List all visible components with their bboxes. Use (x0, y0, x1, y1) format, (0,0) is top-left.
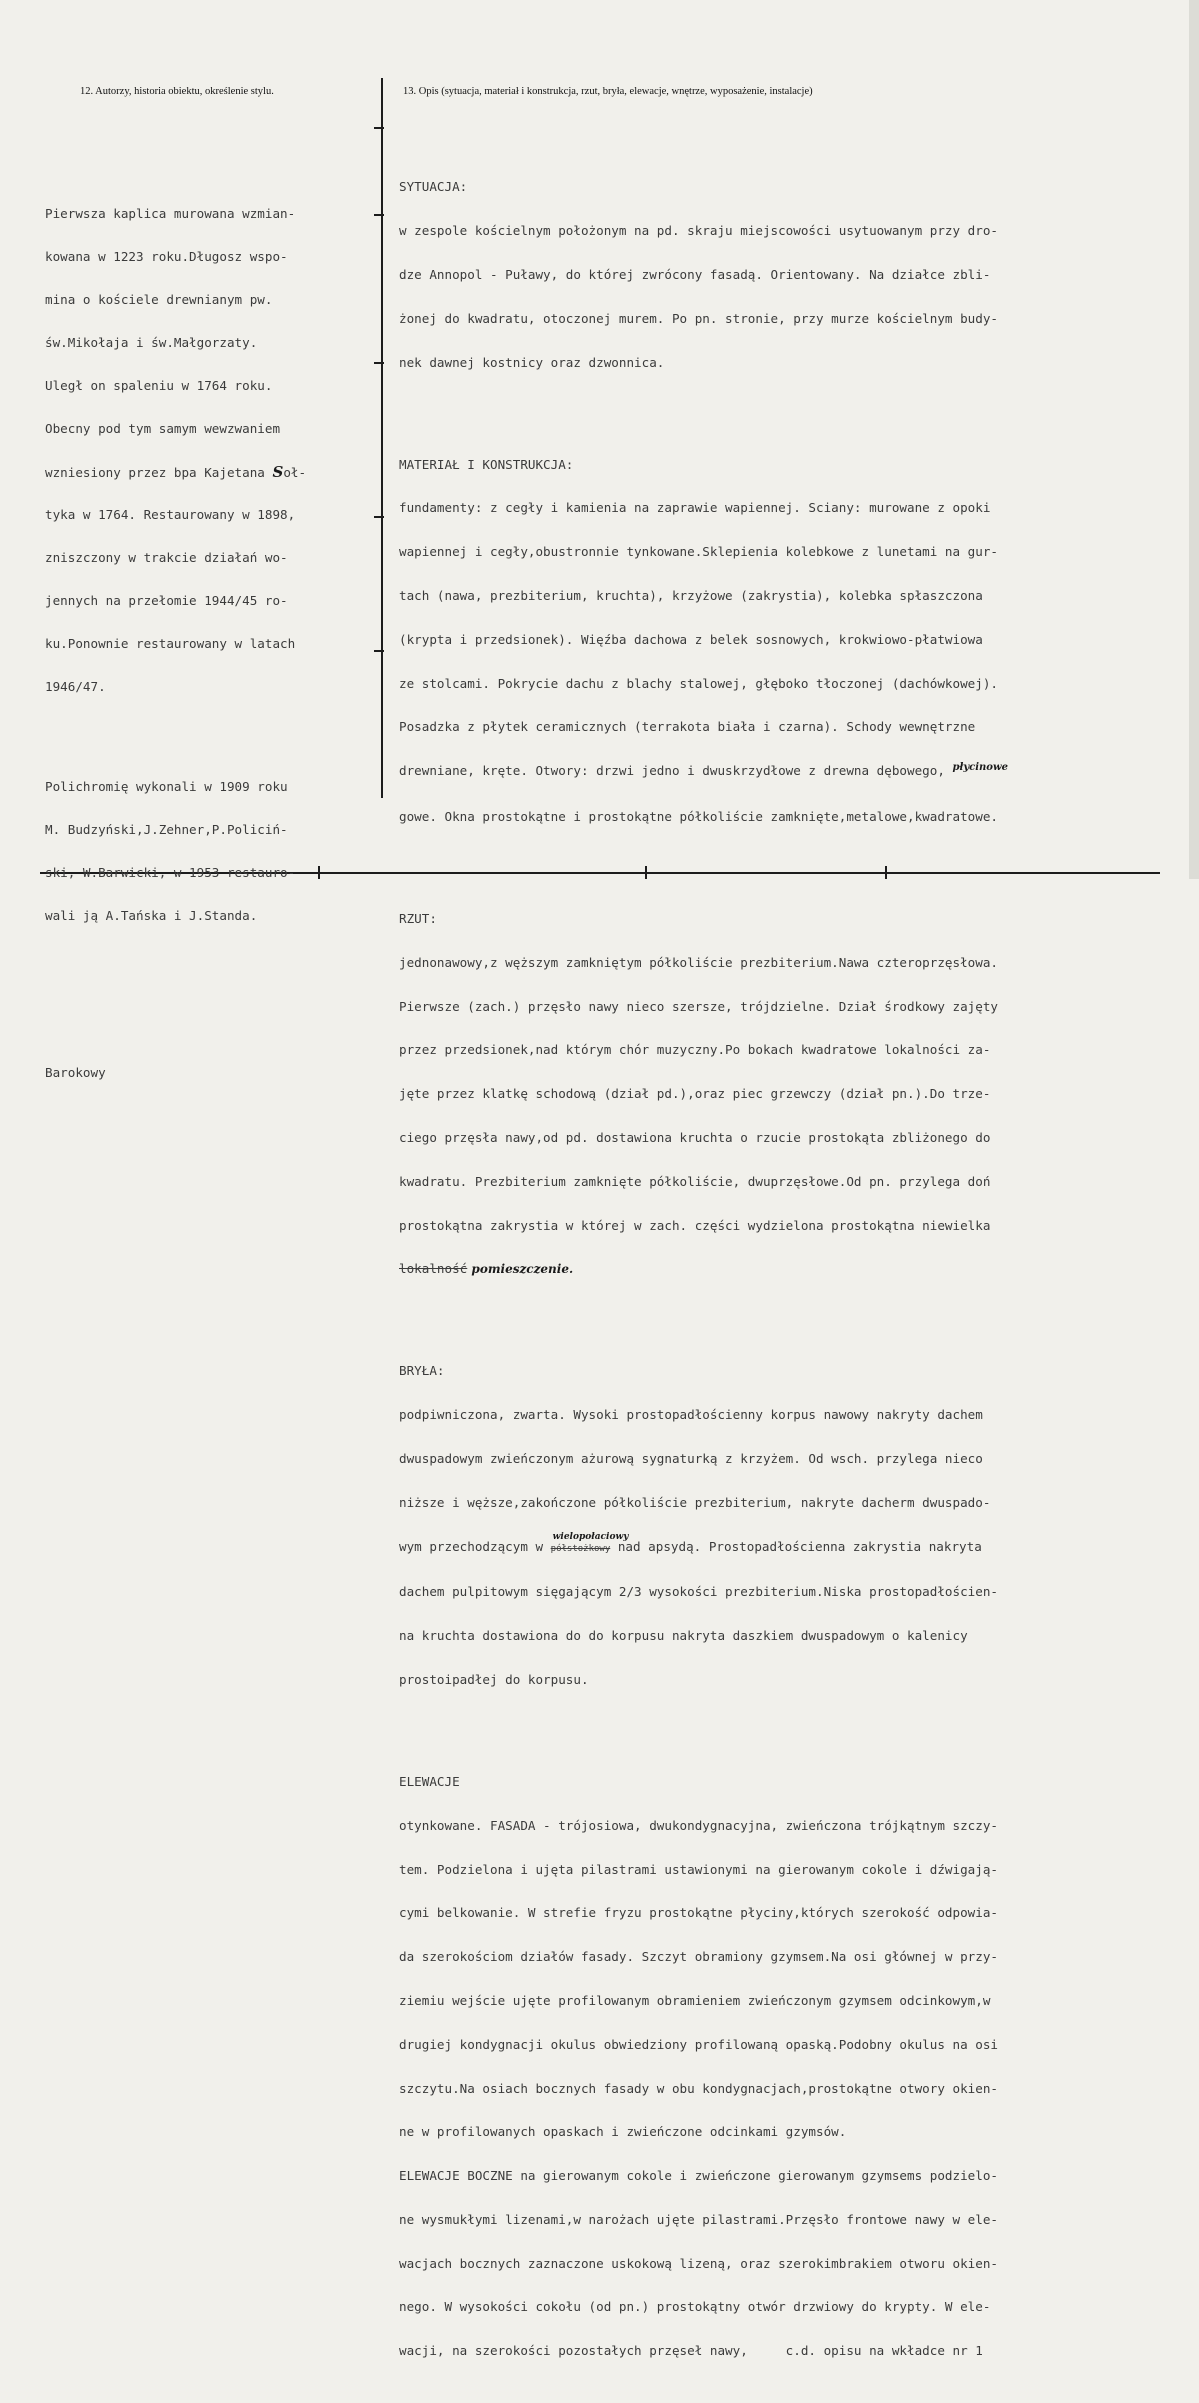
description-line (399, 1262, 1189, 1277)
description-line: niższe i węższe,zakończone półkoliście prezbiterium, nakryte dacherm dwuspado- (399, 1494, 991, 1510)
polychromy-text (45, 751, 375, 951)
section-bryla (399, 1335, 1189, 1716)
struck-text: lokalność (399, 1261, 468, 1277)
description-line: dze Annopol - Puławy, do której zwrócony fasadą. Orientowany. Na działce zbli- (399, 266, 991, 282)
section-rzut (399, 883, 1189, 1306)
description-line: jednonawowy,z węższym zamkniętym półkoliście prezbiterium.Nawa czteroprzęsłowa. (399, 954, 998, 970)
description-line: Pierwsze (zach.) przęsło nawy nieco szersze, trójdzielne. Dział środkowy zajęty (399, 998, 998, 1014)
description-line: ciego przęsła nawy,od pd. dostawiona kruchta o rzucie prostokąta zbliżonego do (399, 1129, 991, 1145)
description-line: podpiwniczona, zwarta. Wysoki prostopadłościenny korpus nawowy nakryty dachem (399, 1407, 983, 1423)
description-line: nego. W wysokości cokołu (od pn.) prostokątny otwór drzwiowy do krypty. W ele- (399, 2299, 991, 2315)
history-line (45, 462, 375, 481)
description-segment: drewniane, kręte. Otwory: drzwi jedno i dwuskrzydłowe z drewna dębowego, (399, 763, 953, 779)
description-line: tach (nawa, prezbiterium, kruchta), krzyżowe (zakrystia), kolebka spłaszczona (399, 588, 983, 603)
description-line: gowe. Okna prostokątne i prostokątne półkoliście zamknięte,metalowe,kwadratowe. (399, 808, 998, 824)
description-line: ELEWACJE BOCZNE na gierowanym cokole i zwieńczone gierowanym gzymsems podzielo- (399, 2168, 998, 2184)
history-column (45, 150, 375, 1095)
section-title: SYTUACJA: (399, 179, 468, 195)
polychromy-line: ski, W.Barwicki, w 1953 restauro- (45, 864, 296, 880)
section-title: ELEWACJE (399, 1774, 460, 1790)
history-text-segment: wzniesiony przez bpa Kajetana (45, 464, 273, 480)
description-line: przez przedsionek,nad którym chór muzyczny.Po bokach kwadratowe lokalności za- (399, 1042, 991, 1058)
description-line: wacji, na szerokości pozostałych przęseł nawy, c.d. opisu na wkładce nr 1 (399, 2343, 983, 2359)
section-header-right: 13. Opis (sytuacja, materiał i konstrukcja, rzut, bryła, elewacje, wnętrze, wyposażenie, instalacje) (403, 86, 813, 97)
handwritten-correction: wielopołaciowy (552, 1531, 629, 1542)
history-line: zniszczony w trakcie działań wo- (45, 550, 288, 566)
history-text-segment: oł- (283, 464, 307, 480)
divider-tick (374, 650, 384, 652)
section-title: RZUT: (399, 911, 437, 927)
description-line: prostoipadłej do korpusu. (399, 1671, 589, 1687)
description-line: Posadzka z płytek ceramicznych (terrakota biała i czarna). Schody wewnętrzne (399, 719, 976, 735)
description-line: prostokątna zakrystia w której w zach. części wydzielona prostokątna niewielka (399, 1217, 991, 1233)
divider-tick (374, 516, 384, 518)
description-line: drugiej kondygnacji okulus obwiedziony profilowaną opaską.Podobny okulus na osi (399, 2036, 998, 2052)
description-line: szczytu.Na osiach bocznych fasady w obu kondygnacjach,prostokątne otwory okien- (399, 2080, 998, 2096)
description-line: ne wysmukłymi lizenami,w narożach ujęte pilastrami.Przęsło frontowe nawy w ele- (399, 2211, 998, 2227)
divider-tick (374, 362, 384, 364)
section-title: MATERIAŁ I KONSTRUKCJA: (399, 456, 574, 472)
history-line: jennych na przełomie 1944/45 ro- (45, 593, 288, 609)
history-line: Uległ on spaleniu w 1764 roku. (45, 377, 273, 393)
divider-tick (374, 127, 384, 129)
history-line: tyka w 1764. Restaurowany w 1898, (45, 507, 296, 523)
handwritten-correction: pomieszczenie. (467, 1262, 574, 1277)
section-elewacje (399, 1746, 1189, 2388)
description-line: ziemiu wejście ujęte profilowanym obramieniem zwieńczonym gzymsem odcinkowym,w (399, 1993, 991, 2008)
history-line: Pierwsza kaplica murowana wzmian- (45, 206, 296, 222)
description-line: (krypta i przedsionek). Więźba dachowa z belek sosnowych, krokwiowo-płatwiowa (399, 631, 983, 647)
struck-text: półstożkowy (550, 1543, 611, 1554)
description-line: nek dawnej kostnicy oraz dzwonnica. (399, 354, 665, 370)
history-line: ku.Ponownie restaurowany w latach (45, 636, 296, 652)
history-line: kowana w 1223 roku.Długosz wspo- (45, 249, 288, 265)
description-line: w zespole kościelnym położonym na pd. skraju miejscowości usytuowanym przy dro- (399, 223, 998, 239)
description-line: dachem pulpitowym sięgającym 2/3 wysokości prezbiterium.Niska prostopadłościen- (399, 1584, 998, 1600)
description-segment: wym przechodzącym w (399, 1538, 551, 1554)
description-line (399, 764, 1189, 781)
description-line: dwuspadowym zwieńczonym ażurową sygnaturką z krzyżem. Od wsch. przylega nieco (399, 1451, 983, 1467)
description-line: otynkowane. FASADA - trójosiowa, dwukondygnacyjna, zwieńczona trójkątnym szczy- (399, 1817, 998, 1833)
history-line: mina o kościele drewnianym pw. (45, 291, 273, 307)
polychromy-line: Polichromię wykonali w 1909 roku (45, 779, 288, 795)
page-edge (1189, 0, 1199, 879)
description-line: ne w profilowanych opaskach i zwieńczone odcinkami gzymsów. (399, 2124, 847, 2140)
history-line: Obecny pod tym samym wewzwaniem (45, 420, 281, 436)
section-material (399, 428, 1189, 853)
divider-tick (374, 214, 384, 216)
section-title: BRYŁA: (399, 1363, 445, 1379)
handwritten-correction: płycinowe (952, 762, 1008, 774)
description-line: ze stolcami. Pokrycie dachu z blachy stalowej, głęboko tłoczonej (dachówkowej). (399, 675, 998, 691)
description-line (399, 1531, 1189, 1557)
description-line: kwadratu. Prezbiterium zamknięte półkoliście, dwuprzęsłowe.Od pn. przylega doń (399, 1173, 991, 1189)
description-line: tem. Podzielona i ujęta pilastrami ustawionymi na gierowanym cokole i dźwigają- (399, 1861, 998, 1877)
description-line: fundamenty: z cegły i kamienia na zaprawie wapiennej. Sciany: murowane z opoki (399, 500, 991, 516)
description-line: jęte przez klatkę schodową (dział pd.),oraz piec grzewczy (dział pn.).Do trze- (399, 1086, 991, 1102)
section-sytuacja (399, 151, 1189, 399)
polychromy-line: M. Budzyński,J.Zehner,P.Policiń- (45, 821, 288, 837)
description-line: cymi belkowanie. W strefie fryzu prostokątne płyciny,których szerokość odpowia- (399, 1905, 998, 1921)
description-column (399, 122, 1189, 2359)
history-text (45, 179, 375, 723)
polychromy-line: wali ją A.Tańska i J.Standa. (45, 907, 258, 923)
column-divider (381, 78, 383, 798)
history-line: św.Mikołaja i św.Małgorzaty. (45, 334, 258, 350)
handwritten-correction: S (272, 462, 284, 481)
style-text: Barokowy (45, 1065, 106, 1080)
description-line: wapiennej i cegły,obustronnie tynkowane.Sklepienia kolebkowe z lunetami na gur- (399, 544, 998, 560)
description-segment: nad apsydą. Prostopadłościenna zakrystia nakryta (610, 1538, 982, 1554)
description-line: na kruchta dostawiona do do korpusu nakryta daszkiem dwuspadowym o kalenicy (399, 1628, 968, 1644)
description-line: wacjach bocznych zaznaczone uskokową lizeną, oraz szerokimbrakiem otworu okien- (399, 2255, 998, 2271)
section-header-left: 12. Autorzy, historia obiektu, określenie stylu. (80, 86, 274, 97)
description-line: żonej do kwadratu, otoczonej murem. Po pn. stronie, przy murze kościelnym budy- (399, 310, 998, 326)
history-line: 1946/47. (45, 678, 106, 694)
description-line: da szerokościom działów fasady. Szczyt obramiony gzymsem.Na osi głównej w przy- (399, 1949, 998, 1965)
